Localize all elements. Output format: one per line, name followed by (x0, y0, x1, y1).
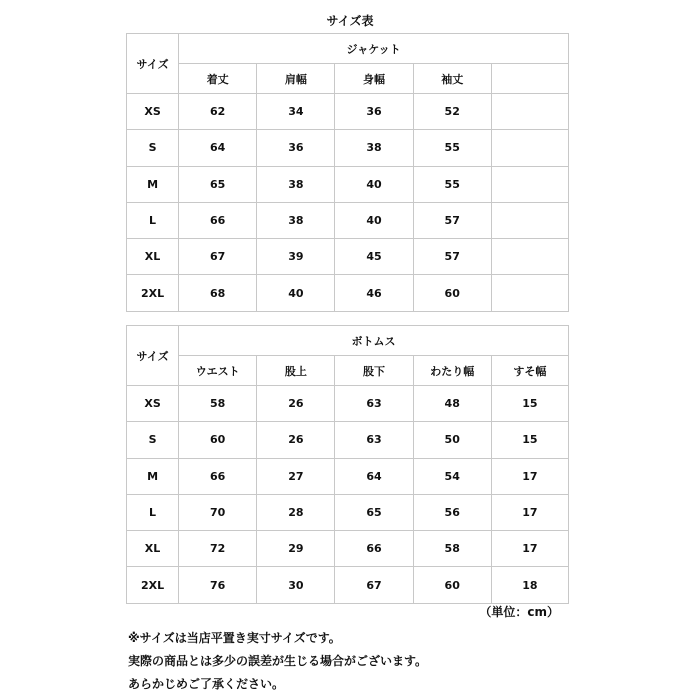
table-cell: 36 (335, 94, 413, 130)
table-cell: 54 (413, 458, 491, 494)
table-cell: 57 (413, 202, 491, 238)
table-cell: 38 (257, 202, 335, 238)
table-row (127, 422, 569, 458)
jacket-size-table (126, 33, 569, 312)
column-header: ウエスト (179, 356, 257, 386)
table-cell: 72 (179, 531, 257, 567)
table-cell: 66 (179, 202, 257, 238)
table-row (127, 94, 569, 130)
table-cell: 27 (257, 458, 335, 494)
size-label: M (127, 166, 179, 202)
table-cell: 17 (491, 458, 568, 494)
note-line: 実際の商品とは多少の誤差が生じる場合がございます。 (128, 654, 428, 668)
table-row (127, 494, 569, 530)
table-cell: 18 (491, 567, 568, 603)
group-header: ボトムス (179, 326, 569, 356)
table-row (127, 239, 569, 275)
table-cell: 29 (257, 531, 335, 567)
column-header: 肩幅 (257, 64, 335, 94)
table-cell: 46 (335, 275, 413, 311)
size-label: XS (127, 386, 179, 422)
column-header: 袖丈 (413, 64, 491, 94)
table-cell: 60 (179, 422, 257, 458)
table-cell: 65 (335, 494, 413, 530)
table-cell: 76 (179, 567, 257, 603)
table-cell: 30 (257, 567, 335, 603)
size-label: L (127, 202, 179, 238)
notes (128, 627, 427, 696)
size-label: M (127, 458, 179, 494)
table-row (127, 166, 569, 202)
table-cell: 28 (257, 494, 335, 530)
bottoms-table-body (127, 326, 569, 604)
table-cell: 52 (413, 94, 491, 130)
table-cell: 34 (257, 94, 335, 130)
table-cell: 26 (257, 386, 335, 422)
table-cell (491, 166, 568, 202)
size-label: S (127, 130, 179, 166)
table-cell: 39 (257, 239, 335, 275)
table-cell: 63 (335, 422, 413, 458)
table-cell: 62 (179, 94, 257, 130)
table-cell: 64 (179, 130, 257, 166)
table-cell (491, 202, 568, 238)
column-header (491, 64, 568, 94)
table-cell: 38 (257, 166, 335, 202)
table-cell (491, 275, 568, 311)
table-row (127, 275, 569, 311)
table-cell: 56 (413, 494, 491, 530)
table-cell: 45 (335, 239, 413, 275)
table-cell: 15 (491, 386, 568, 422)
table-cell: 55 (413, 130, 491, 166)
table-row (127, 386, 569, 422)
page-title: サイズ表 (326, 14, 374, 28)
jacket-table-body (127, 34, 569, 312)
table-cell: 63 (335, 386, 413, 422)
size-label: XL (127, 239, 179, 275)
table-cell: 38 (335, 130, 413, 166)
table-cell: 55 (413, 166, 491, 202)
bottoms-size-table (126, 325, 569, 604)
table-cell: 40 (335, 166, 413, 202)
table-cell: 65 (179, 166, 257, 202)
table-row (127, 458, 569, 494)
table-cell: 57 (413, 239, 491, 275)
table-cell: 15 (491, 422, 568, 458)
table-cell: 67 (335, 567, 413, 603)
unit-label: （単位：cm） (479, 605, 559, 619)
note-line: ※サイズは当店平置き実寸サイズです。 (128, 631, 341, 645)
table-cell: 17 (491, 531, 568, 567)
column-header: 股下 (335, 356, 413, 386)
size-label: XL (127, 531, 179, 567)
table-cell: 70 (179, 494, 257, 530)
table-cell: 67 (179, 239, 257, 275)
table-cell: 26 (257, 422, 335, 458)
table-cell: 66 (179, 458, 257, 494)
table-cell: 48 (413, 386, 491, 422)
size-label: S (127, 422, 179, 458)
table-cell: 60 (413, 567, 491, 603)
column-header: わたり幅 (413, 356, 491, 386)
table-cell: 60 (413, 275, 491, 311)
size-label: 2XL (127, 275, 179, 311)
table-cell: 58 (413, 531, 491, 567)
table-cell: 68 (179, 275, 257, 311)
group-header: ジャケット (179, 34, 569, 64)
table-cell: 17 (491, 494, 568, 530)
column-header: 身幅 (335, 64, 413, 94)
size-label: L (127, 494, 179, 530)
table-cell (491, 130, 568, 166)
table-cell: 40 (335, 202, 413, 238)
column-header: すそ幅 (491, 356, 568, 386)
table-row (127, 531, 569, 567)
size-label: 2XL (127, 567, 179, 603)
table-row (127, 567, 569, 603)
table-cell: 36 (257, 130, 335, 166)
note-line: あらかじめご了承ください。 (128, 677, 285, 691)
table-row (127, 130, 569, 166)
table-cell: 66 (335, 531, 413, 567)
table-cell (491, 239, 568, 275)
table-cell (491, 94, 568, 130)
table-cell: 58 (179, 386, 257, 422)
size-header: サイズ (127, 326, 179, 386)
table-cell: 50 (413, 422, 491, 458)
table-cell: 64 (335, 458, 413, 494)
column-header: 股上 (257, 356, 335, 386)
column-header: 着丈 (179, 64, 257, 94)
table-row (127, 202, 569, 238)
table-cell: 40 (257, 275, 335, 311)
size-header: サイズ (127, 34, 179, 94)
size-label: XS (127, 94, 179, 130)
